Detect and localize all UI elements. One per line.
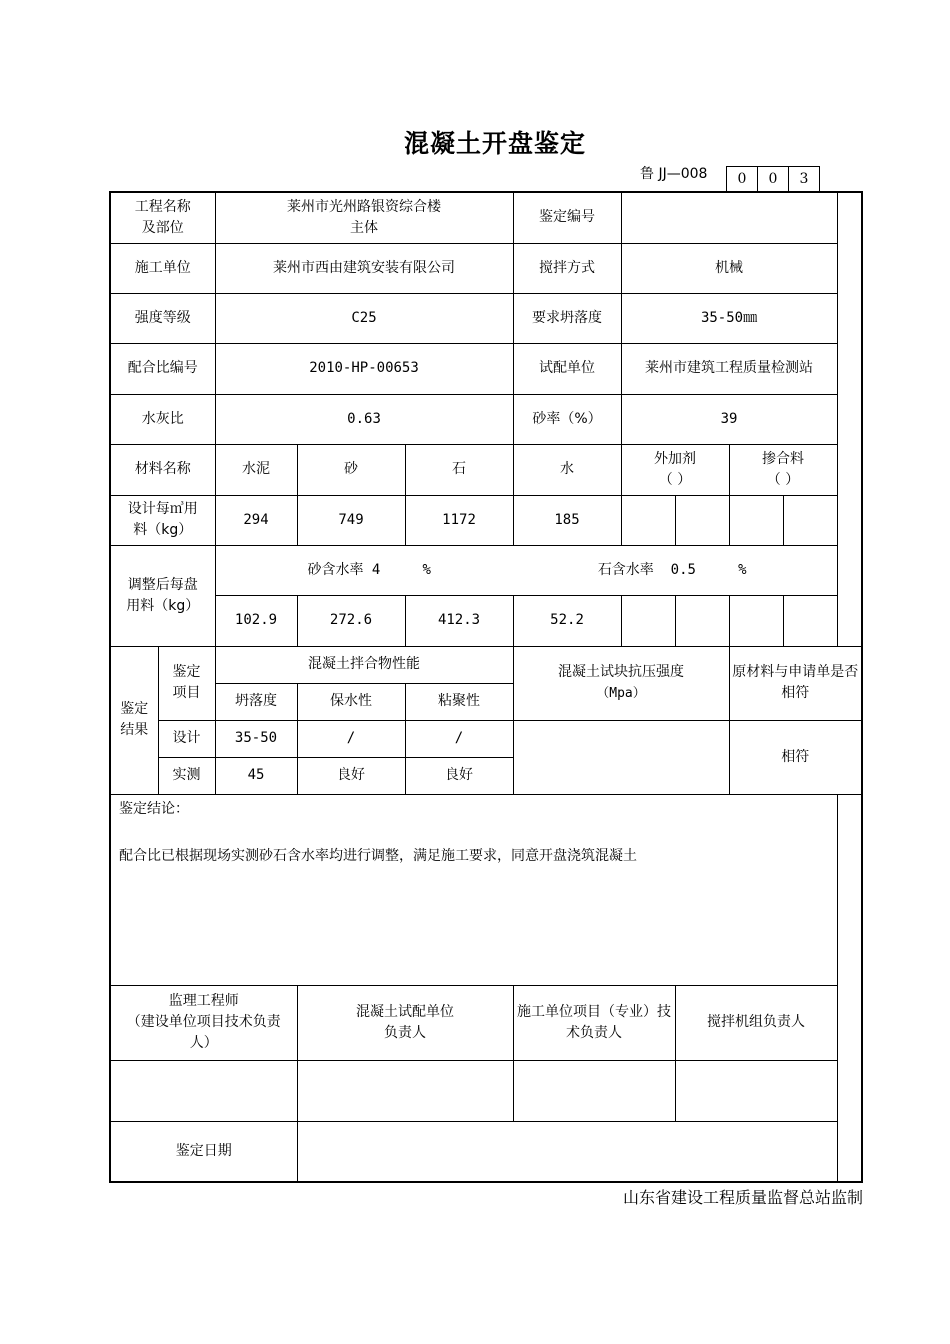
trial-lab-lead-signature <box>297 1060 513 1121</box>
result-header-row <box>110 646 862 683</box>
adjusted-admixture-b <box>675 595 729 646</box>
adjusted-dosage-label: 调整后每盘 用料（kg） <box>110 545 215 646</box>
date-row <box>110 1121 862 1182</box>
mix-ratio-row <box>110 343 862 394</box>
mix-method-value: 机械 <box>621 243 837 293</box>
evaluation-id-value <box>621 192 837 243</box>
design-label: 设计 <box>158 720 215 757</box>
moisture-row <box>110 545 862 595</box>
adjusted-dosage-row <box>110 595 862 646</box>
project-name-value: 莱州市光州路银资综合楼 主体 <box>215 192 513 243</box>
evaluation-date-label: 鉴定日期 <box>110 1121 297 1182</box>
evaluation-id-label: 鉴定编号 <box>513 192 621 243</box>
footer-issuer: 山东省建设工程质量监督总站监制 <box>622 1188 863 1207</box>
slump-label: 坍落度 <box>215 683 297 720</box>
design-stone: 1172 <box>405 495 513 545</box>
material-water: 水 <box>513 444 621 495</box>
water-cement-row <box>110 394 862 444</box>
design-dosage-row <box>110 495 862 545</box>
contractor-tech-lead-signature <box>513 1060 675 1121</box>
supervisor-signature <box>110 1060 297 1121</box>
signature-header-row <box>110 985 862 1060</box>
material-names-row <box>110 444 862 495</box>
adjusted-stone: 412.3 <box>405 595 513 646</box>
contractor-label: 施工单位 <box>110 243 215 293</box>
cohesion-label: 粘聚性 <box>405 683 513 720</box>
grade-value: C25 <box>215 293 513 343</box>
adjusted-sand: 272.6 <box>297 595 405 646</box>
design-cement: 294 <box>215 495 297 545</box>
page-title: 混凝土开盘鉴定 <box>403 129 586 158</box>
actual-slump: 45 <box>215 757 297 794</box>
design-cohesion: / <box>405 720 513 757</box>
material-name-label: 材料名称 <box>110 444 215 495</box>
design-mineral-a <box>729 495 783 545</box>
design-water-retention: / <box>297 720 405 757</box>
mix-performance-label: 混凝土拌合物性能 <box>215 646 513 683</box>
material-cement: 水泥 <box>215 444 297 495</box>
stone-moisture: 石含水率 0.5 % <box>597 561 747 578</box>
mix-ratio-no-label: 配合比编号 <box>110 343 215 394</box>
material-admixture: 外加剂 （ ） <box>621 444 729 495</box>
contractor-tech-lead-label: 施工单位项目（专业）技 术负责人 <box>513 985 675 1060</box>
material-mineral-additive: 掺合料 （ ） <box>729 444 837 495</box>
mixer-crew-lead-label: 搅拌机组负责人 <box>675 985 837 1060</box>
contractor-value: 莱州市西由建筑安装有限公司 <box>215 243 513 293</box>
material-match-value: 相符 <box>729 720 862 794</box>
serial-digit: 0 <box>737 171 747 187</box>
water-cement-value: 0.63 <box>215 394 513 444</box>
sand-moisture: 砂含水率 4 % <box>307 561 431 578</box>
mix-method-label: 搅拌方式 <box>513 243 621 293</box>
design-admixture-a <box>621 495 675 545</box>
mix-ratio-no-value: 2010-HP-00653 <box>215 343 513 394</box>
strength-value <box>513 720 729 794</box>
design-sand: 749 <box>297 495 405 545</box>
actual-water-retention: 良好 <box>297 757 405 794</box>
water-cement-label: 水灰比 <box>110 394 215 444</box>
serial-number-boxes <box>726 166 820 192</box>
material-stone: 石 <box>405 444 513 495</box>
water-retention-label: 保水性 <box>297 683 405 720</box>
conclusion-cell <box>110 794 837 985</box>
grade-row <box>110 293 862 343</box>
result-design-row <box>110 720 862 757</box>
form-code: 鲁 JJ—008 <box>640 166 708 182</box>
project-row <box>110 192 862 243</box>
contractor-row <box>110 243 862 293</box>
design-water: 185 <box>513 495 621 545</box>
evaluation-item-label: 鉴定 项目 <box>158 646 215 720</box>
conclusion-label: 鉴定结论： <box>119 800 189 817</box>
material-sand: 砂 <box>297 444 405 495</box>
project-name-label: 工程名称 及部位 <box>110 192 215 243</box>
design-mineral-b <box>783 495 837 545</box>
adjusted-mineral-a <box>729 595 783 646</box>
mixer-crew-lead-signature <box>675 1060 837 1121</box>
signature-row <box>110 1060 862 1121</box>
design-slump: 35-50 <box>215 720 297 757</box>
trial-lab-value: 莱州市建筑工程质量检测站 <box>621 343 837 394</box>
conclusion-row <box>110 794 862 985</box>
result-label: 鉴定 结果 <box>110 646 158 794</box>
adjusted-admixture-a <box>621 595 675 646</box>
material-match-label: 原材料与申请单是否 相符 <box>729 646 862 720</box>
sand-ratio-value: 39 <box>621 394 837 444</box>
trial-lab-label: 试配单位 <box>513 343 621 394</box>
conclusion-text: 配合比已根据现场实测砂石含水率均进行调整，满足施工要求，同意开盘浇筑混凝土 <box>119 847 637 864</box>
actual-cohesion: 良好 <box>405 757 513 794</box>
design-admixture-b <box>675 495 729 545</box>
supervisor-label: 监理工程师 （建设单位项目技术负责 人） <box>110 985 297 1060</box>
design-dosage-label: 设计每㎥用 料（kg） <box>110 495 215 545</box>
slump-requirement-value: 35-50㎜ <box>621 293 837 343</box>
adjusted-cement: 102.9 <box>215 595 297 646</box>
grade-label: 强度等级 <box>110 293 215 343</box>
trial-lab-lead-label: 混凝土试配单位 负责人 <box>297 985 513 1060</box>
evaluation-date-value <box>297 1121 837 1182</box>
sand-ratio-label: 砂率（%） <box>513 394 621 444</box>
moisture-content <box>215 545 837 595</box>
adjusted-mineral-b <box>783 595 837 646</box>
serial-digit: 0 <box>757 167 788 191</box>
adjusted-water: 52.2 <box>513 595 621 646</box>
serial-digit: 3 <box>788 167 819 191</box>
slump-requirement-label: 要求坍落度 <box>513 293 621 343</box>
evaluation-form-table <box>109 191 863 1183</box>
actual-label: 实测 <box>158 757 215 794</box>
strength-label: 混凝土试块抗压强度 （Mpa） <box>513 646 729 720</box>
